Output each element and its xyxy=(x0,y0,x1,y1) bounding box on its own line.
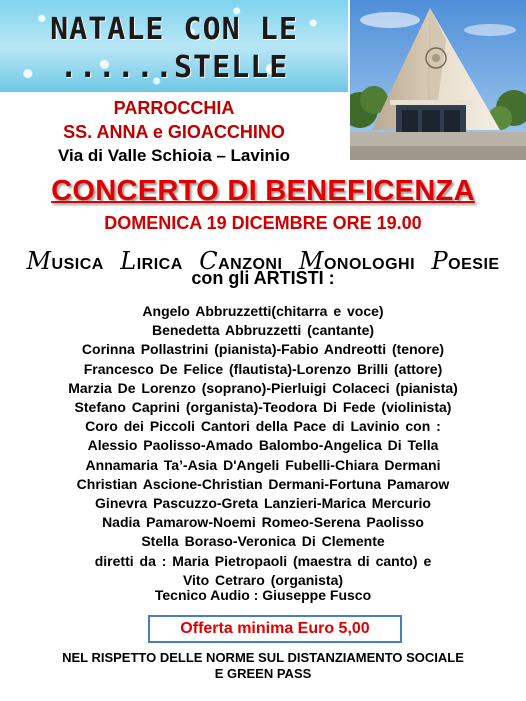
notice-line-2: E GREEN PASS xyxy=(214,666,312,681)
artists-heading: con gli ARTISTI : xyxy=(191,268,335,288)
artist-line: Corinna Pollastrini (pianista)-Fabio Andreotti (tenore) xyxy=(81,341,445,358)
artist-line: Christian Ascione-Christian Dermani-Fortuna Pamarow xyxy=(76,475,450,492)
title-banner xyxy=(0,0,348,92)
covid-notice xyxy=(0,650,526,682)
parish-address: Via di Valle Schioia – Lavinio xyxy=(57,146,291,165)
artist-line: Coro dei Piccoli Cantori della Pace di Lavinio con : xyxy=(85,418,441,435)
title-line-2: ......STELLE xyxy=(59,50,289,85)
artists-list xyxy=(0,302,526,590)
church-photo xyxy=(350,0,526,160)
artist-line: Nadia Pamarow-Noemi Romeo-Serena Paolisso xyxy=(102,514,424,531)
artist-line: Ginevra Pascuzzo-Greta Lanzieri-Marica Mercurio xyxy=(95,495,431,512)
parish-name: SS. ANNA e GIOACCHINO xyxy=(63,122,285,142)
audio-technician: Tecnico Audio : Giuseppe Fusco xyxy=(154,587,372,603)
genre-poems: POESIE xyxy=(431,247,500,275)
event-heading: CONCERTO DI BENEFICENZA xyxy=(51,175,475,207)
artist-line: Stella Boraso-Veronica Di Clemente xyxy=(141,533,385,550)
artist-line: Angelo Abbruzzetti(chitarra e voce) xyxy=(142,303,384,319)
artist-line: Vito Cetraro (organista) xyxy=(182,571,344,588)
artist-line: Marzia De Lorenzo (soprano)-Pierluigi Colaceci (pianista) xyxy=(68,379,458,396)
event-date: DOMENICA 19 DICEMBRE ORE 19.00 xyxy=(104,213,422,233)
genre-songs: CANZONI xyxy=(199,247,283,275)
title-line-1: NATALE CON LE xyxy=(50,12,298,47)
artist-line: diretti da : Maria Pietropaoli (maestra di canto) e xyxy=(94,552,432,569)
minimum-offer-box xyxy=(148,615,402,643)
artist-line: Francesco De Felice (flautista)-Lorenzo Brilli (attore) xyxy=(83,360,443,377)
artist-line: Stefano Caprini (organista)-Teodora Di Fede (violinista) xyxy=(74,399,452,416)
artist-line: Annamaria Ta’-Asia D'Angeli Fubelli-Chiara Dermani xyxy=(85,456,441,473)
parish-label: PARROCCHIA xyxy=(113,98,235,118)
minimum-offer-text: Offerta minima Euro 5,00 xyxy=(180,620,370,637)
genre-lyric: LIRICA xyxy=(120,247,183,275)
notice-line-1: NEL RISPETTO DELLE NORME SUL DISTANZIAMENTO SOCIALE xyxy=(62,650,464,665)
genre-music: MUSICA xyxy=(26,247,104,275)
artist-line: Benedetta Abbruzzetti (cantante) xyxy=(151,322,375,339)
genre-monologues: MONOLOGHI xyxy=(298,247,416,275)
artist-line: Alessio Paolisso-Amado Balombo-Angelica Di Tella xyxy=(87,437,439,454)
